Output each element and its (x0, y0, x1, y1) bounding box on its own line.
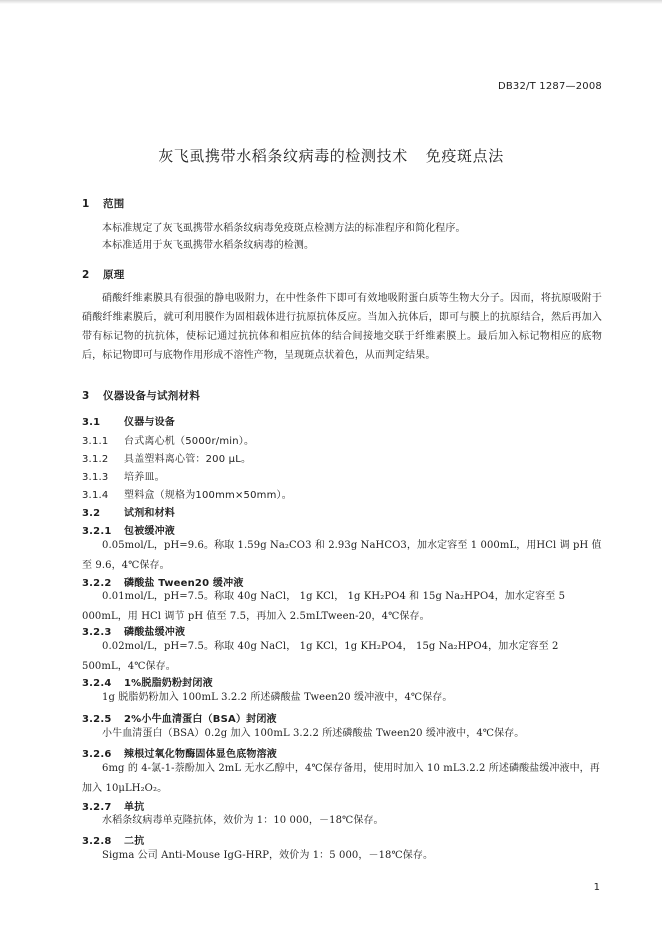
section-2-heading: 2 原理 (82, 269, 125, 281)
section-3-2-heading: 3.2 试剂和材料 (82, 508, 175, 519)
item-3-2-8-body: Sigma 公司 Anti-Mouse IgG-HRP，效价为 1：5 000，－18℃保存。 (102, 850, 434, 861)
page-number: 1 (593, 882, 600, 893)
page-title (0, 145, 662, 166)
item-3-2-1-body: 0.05mol/L，pH=9.6。称取 1.59g Na₂CO3 和 2.93g NaHCO3，加水定容至 1 000mL，用HCl 调 pH 值至 9.6，4℃保存。 (82, 540, 602, 571)
item-3-2-7-heading: 3.2.7 单抗 (82, 802, 145, 813)
item-3-2-3-body: 0.02mol/L，pH=7.5。称取 40g NaCl， 1g KCl，1g KH₂PO4， 15g Na₂HPO4，加水定容至 2 500mL，4℃保存。 (82, 641, 559, 672)
title-main: 灰飞虱携带水稻条纹病毒的检测技术 (158, 147, 408, 165)
scan-edge (0, 0, 662, 4)
item-3-2-8-heading: 3.2.8 二抗 (82, 836, 145, 847)
item-3-1-1: 3.1.1 台式离心机（5000r/min）。 (82, 436, 255, 447)
section-1-heading: 1 范围 (82, 198, 125, 210)
item-3-2-1-heading: 3.2.1 包被缓冲液 (82, 526, 175, 537)
section-3-1-heading: 3.1 仪器与设备 (82, 417, 175, 428)
item-3-1-2: 3.1.2 具盖塑料离心管：200 μL。 (82, 454, 252, 465)
section-2-para: 硝酸纤维素膜具有很强的静电吸附力，在中性条件下即可有效地吸附蛋白质等生物大分子。因而，将抗原吸附于硝酸纤维素膜后，就可利用膜作为固相载体进行抗原抗体反应。当加入抗体后，即可与膜上的抗原结合，然后再加入带有标记物的抗抗体，使标记通过抗抗体和相应抗体的结合间接地交联于纤维素膜上。最后加入标记物相应的底物后，标记物即可与底物作用形成不溶性产物，呈现斑点状着色，从而判定结果。 (82, 293, 602, 361)
section-1-para-2: 本标准适用于灰飞虱携带水稻条纹病毒的检测。 (102, 240, 315, 251)
item-3-2-7-body: 水稻条纹病毒单克隆抗体，效价为 1：10 000，－18℃保存。 (102, 815, 384, 826)
item-3-2-3-heading: 3.2.3 磷酸盐缓冲液 (82, 627, 186, 638)
item-3-2-2-body: 0.01mol/L，pH=7.5。称取 40g NaCl， 1g KCl， 1g KH₂PO4 和 15g Na₂HPO4，加水定容至 5 000mL，用 HCl 调节 pH 值至 7.5，再加入 2.5mLTween-20，4℃保存。 (82, 591, 566, 622)
item-3-2-4-body: 1g 脱脂奶粉加入 100mL 3.2.2 所述磷酸盐 Tween20 缓冲液中，4℃保存。 (102, 692, 453, 703)
item-3-2-2-heading: 3.2.2 磷酸盐 Tween20 缓冲液 (82, 578, 244, 589)
item-3-2-6-heading: 3.2.6 辣根过氧化物酶固体显色底物溶液 (82, 749, 277, 760)
item-3-1-3: 3.1.3 培养皿。 (82, 472, 165, 483)
standard-number: DB32/T 1287—2008 (497, 81, 602, 92)
item-3-2-6-body: 6mg 的 4-氯-1-萘酚加入 2mL 无水乙醇中，4℃保存备用，使用时加入 10 mL3.2.2 所述磷酸盐缓冲液中，再加入 10μLH₂O₂。 (82, 763, 600, 794)
item-3-2-5-body: 小牛血清蛋白（BSA）0.2g 加入 100mL 3.2.2 所述磷酸盐 Tween20 缓冲液中，4℃保存。 (102, 728, 525, 739)
section-1-para-1: 本标准规定了灰飞虱携带水稻条纹病毒免疫斑点检测方法的标准程序和简化程序。 (102, 223, 466, 234)
item-3-2-5-heading: 3.2.5 2%小牛血清蛋白（BSA）封闭液 (82, 714, 277, 725)
item-3-1-4: 3.1.4 塑料盒（规格为100mm×50mm）。 (82, 490, 292, 501)
item-3-2-4-heading: 3.2.4 1%脱脂奶粉封闭液 (82, 678, 213, 689)
title-sub: 免疫斑点法 (425, 147, 504, 165)
section-3-heading: 3 仪器设备与试剂材料 (82, 390, 201, 402)
